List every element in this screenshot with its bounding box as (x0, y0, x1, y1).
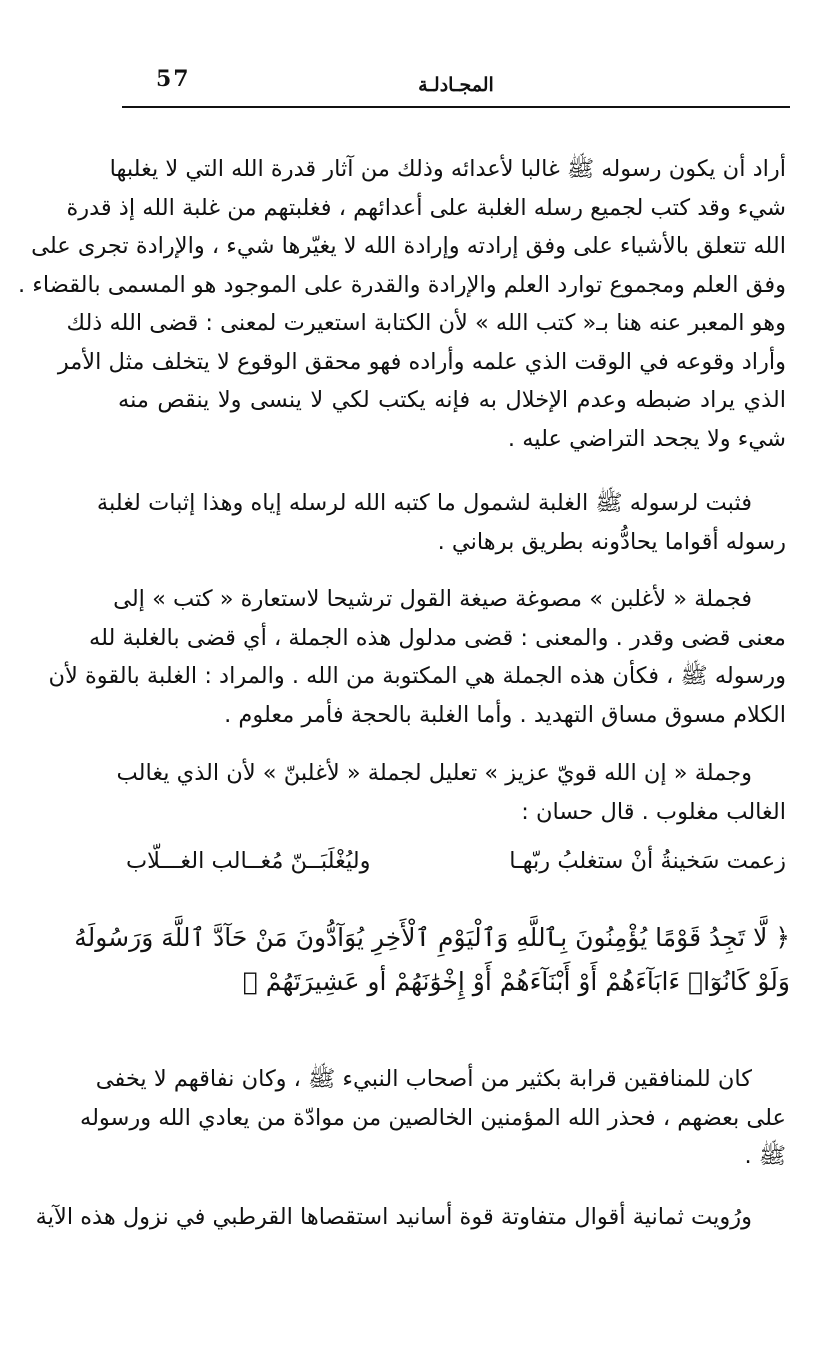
poetry-hemistich-2: وليُغْلَبَــنّ مُغــالب الغـــلّاب (126, 848, 371, 874)
text-line: وفق العلم ومجموع توارد العلم والإرادة والقدرة على الموجود هو المسمى بالقضاء . (18, 271, 786, 298)
text-line: وهو المعبر عنه هنا بـ« كتب الله » لأن الكتابة استعيرت لمعنى : قضى الله ذلك (66, 310, 786, 336)
page-number: 57 (156, 66, 191, 92)
text-line: ﷺ . (744, 1143, 786, 1169)
text-line: كان للمنافقين قرابة بكثير من أصحاب النبيء ﷺ ، وكان نفاقهم لا يخفى (95, 1066, 752, 1092)
text-line: رسوله أقواما يحادُّونه بطريق برهاني . (437, 528, 786, 555)
text-line: الله تتعلق بالأشياء على وفق إرادته وإرادة الله لا يغيّرها شيء ، والإرادة تجرى على (31, 233, 786, 259)
paragraph-3 (48, 580, 786, 734)
quran-line: وَلَوْ كَانُوٓا۟ ءَابَآءَهُمْ أَوْ أَبْنَآءَهُمْ أَوْ إِخْوَٰنَهُمْ أو عَشِيرَتَهُمْ ﴾ (242, 967, 790, 996)
paragraph-2 (96, 484, 786, 561)
quran-line: ﴿ لَّا تَجِدُ قَوْمًا يُؤْمِنُونَ بِٱللَّهِ وَٱلْيَوْمِ ٱلْأَخِرِ يُوَآدُّونَ مَنْ حَآدَّ ٱللَّهَ وَرَسُولَهُ (74, 923, 790, 952)
text-line: أراد أن يكون رسوله ﷺ غالبا لأعدائه وذلك من آثار قدرة الله التي لا يغلبها (109, 156, 786, 182)
paragraph-5 (80, 1060, 786, 1176)
text-line: شيء ولا يجحد التراضي عليه . (507, 425, 786, 452)
running-title: المجـادلـة (418, 74, 494, 96)
text-line: فجملة « لأغلبن » مصوغة صيغة القول ترشيحا لاستعارة « كتب » إلى (113, 586, 752, 612)
text-line: فثبت لرسوله ﷺ الغلبة لشمول ما كتبه الله لرسله إياه وهذا إثبات لغلبة (96, 490, 752, 516)
text-line: شيء وقد كتب لجميع رسله الغلبة على أعدائهم ، فغلبتهم من غلبة الله إذ قدرة (66, 194, 786, 221)
poetry-hemistich-1: زعمت سَخينةُ أنْ ستغلبُ ربّهـا (509, 848, 786, 874)
text-line: على بعضهم ، فحذر الله المؤمنين الخالصين من موادّة من يعادي الله ورسوله (80, 1104, 786, 1131)
paragraph-6 (35, 1198, 786, 1237)
text-line: الكلام مسوق مساق التهديد . وأما الغلبة بالحجة فأمر معلوم . (224, 701, 786, 728)
poetry-verse (118, 848, 786, 888)
text-line: وأراد وقوعه في الوقت الذي علمه وأراده فهو محقق الوقوع لا يتخلف مثل الأمر (57, 348, 786, 375)
text-line: الغالب مغلوب . قال حسان : (521, 798, 786, 825)
text-line: معنى قضى وقدر . والمعنى : قضى مدلول هذه الجملة ، أي قضى بالغلبة لله (89, 624, 786, 651)
paragraph-1 (18, 150, 786, 458)
text-line: الذي يراد ضبطه وعدم الإخلال به فإنه يكتب لكي لا ينسى ولا ينقص منه (118, 387, 786, 413)
page-header (122, 64, 790, 108)
text-line: ورسوله ﷺ ، فكأن هذه الجملة هي المكتوبة من الله . والمراد : الغلبة بالقوة لأن (48, 663, 786, 689)
text-line: ورُويت ثمانية أقوال متفاوتة قوة أسانيد استقصاها القرطبي في نزول هذه الآية (35, 1204, 752, 1230)
paragraph-4 (118, 754, 786, 831)
quran-verse (74, 916, 790, 1004)
text-line: وجملة « إن الله قويّ عزيز » تعليل لجملة « لأغلبنّ » لأن الذي يغالب (116, 760, 752, 786)
